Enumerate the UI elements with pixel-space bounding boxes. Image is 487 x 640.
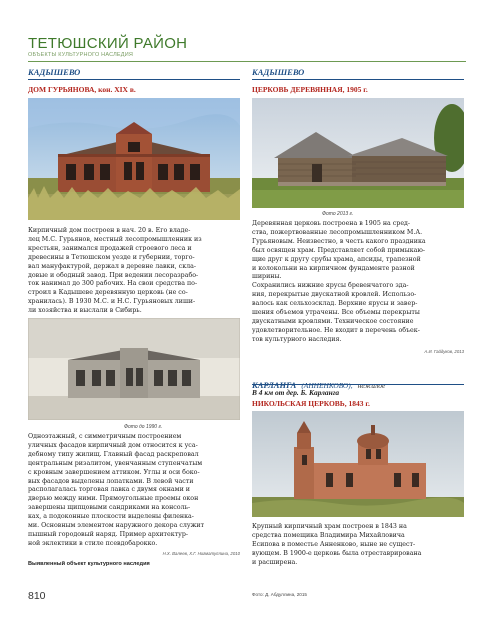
header-divider: [28, 61, 466, 62]
left-body-paragraph-1: [28, 227, 240, 316]
left-photo-caption: Фото до 1990 г.: [124, 424, 163, 430]
text-line: ства, пожертвованные лесопромышленником М.А.: [252, 228, 423, 236]
text-line: щие друг к другу срубы храма, апсиды, трапезной: [252, 255, 421, 263]
photo-credit: Фото: Д. Абдуллина, 2015: [252, 592, 307, 597]
text-line: ток нанимал до 300 рабочих. На свои средства по-: [28, 280, 198, 288]
text-line: вал мануфактурой, держал в деревне лавки, скла-: [28, 262, 197, 270]
text-line: Одноэтажный, с симметричным построением: [28, 433, 182, 440]
text-line: Крупный кирпичный храм построен в 1843 на: [252, 523, 407, 530]
text-line: ния, перекрытые двускатной кровлей. Использо-: [252, 291, 417, 299]
text-line: Гурьяновым. Неизвестно, в честь какого праздника: [252, 237, 426, 245]
left-section-rule: [28, 79, 240, 80]
text-line: Есипова в поместье Анненково, ныне не сущест-: [252, 540, 416, 548]
text-line: ках, а подоконные плоскости выделены филенка-: [28, 513, 194, 521]
text-line: довые и ободный завод. При ведении лесоразрабо-: [28, 271, 199, 279]
text-line: был освящен храм. Представляет собой примыкаю-: [252, 246, 426, 254]
text-line: располагалась торговая лавка с двумя окнами и: [28, 486, 190, 494]
text-line: валось как сельхозсклад. Верхние ярусы и завер-: [252, 300, 418, 308]
text-line: вующем. В 1900-е церковь была отреставрирована: [252, 549, 422, 557]
karlanga-status: нежилое: [357, 381, 386, 390]
archival-house-photo: [28, 318, 240, 420]
page-number: 810: [28, 590, 46, 602]
text-line: средства помещика Владимира Михайловича: [252, 531, 405, 539]
text-line: хранилась). В 1930 М.С. и Н.С. Гурьяновых лиши-: [28, 298, 196, 306]
karlanga-alt-name: (АННЕНКОВО),: [301, 381, 353, 390]
right-headline: ЦЕРКОВЬ ДЕРЕВЯННАЯ, 1905 г.: [252, 85, 368, 94]
karlanga-section-rule: [252, 384, 464, 385]
right-author-credit: А.И. Гайдуков, 2013: [424, 349, 464, 354]
karlanga-headline: НИКОЛЬСКАЯ ЦЕРКОВЬ, 1843 г.: [252, 399, 370, 408]
text-line: древесины в Тетюшском уезде и губернии, торго-: [28, 253, 195, 261]
text-line: удовлетворительное. Не входит в перечень объек-: [252, 326, 420, 334]
text-line: Сохранились нижние ярусы бревенчатого зда-: [252, 282, 409, 290]
gurianov-house-photo: [28, 98, 240, 220]
text-line: крестьян, занимался продажей строевого леса и: [28, 244, 192, 252]
left-body-paragraph-2: [28, 433, 240, 549]
text-line: дебному типу жилищ. Главный фасад раскреповал: [28, 450, 199, 458]
right-body-paragraph-2: [252, 523, 464, 568]
heritage-status: Выявленный объект культурного наследия: [28, 561, 150, 567]
text-line: строил в Кадышеве деревянную церковь (не со-: [28, 289, 188, 297]
text-line: двускатными кровлями. Техническое состояние: [252, 317, 414, 325]
right-body-paragraph-1: [252, 220, 464, 345]
text-line: центральным ризалитом, увенчанным ступенчатым: [28, 459, 203, 467]
text-line: тов культурного наследия.: [252, 335, 342, 343]
text-line: ли хозяйства и выслали в Сибирь.: [28, 307, 142, 315]
text-line: и колокольни на кирпичном фундаменте разной: [252, 264, 415, 272]
text-line: ми. Основным элементом наружного декора служит: [28, 522, 205, 530]
wooden-church-photo: [252, 98, 464, 208]
text-line: завершены щипцовыми сандриками на консоль-: [28, 504, 191, 512]
nikolskaya-church-photo: [252, 411, 464, 517]
text-line: пышный городовый наряд. Пример архитектур-: [28, 530, 189, 538]
text-line: и расширена.: [252, 558, 298, 566]
section-header-title: ТЕТЮШСКИЙ РАЙОН: [28, 35, 188, 52]
left-author-credit: Н.Х. Валеев, Х.Г. Нигматуллина, 2010: [162, 551, 240, 556]
text-line: уличных фасадов кирпичный дом относится к уса-: [28, 441, 198, 449]
left-headline: ДОМ ГУРЬЯНОВА, кон. XIX в.: [28, 85, 136, 94]
text-line: с кровным завершением аттиком. Углы и оси боко-: [28, 468, 200, 476]
text-line: ной эклектики в стиле псевдобарокко.: [28, 539, 158, 547]
left-section-title: КАДЫШЕВО: [28, 67, 81, 77]
text-line: шения объемов утрачены. Все объемы перекрыты: [252, 309, 420, 317]
text-line: Кирпичный дом построен в нач. 20 в. Его владе-: [28, 227, 191, 234]
text-line: вых фасадов выделены лопатками. В левой части: [28, 477, 194, 485]
text-line: Деревянная церковь построена в 1905 на сред-: [252, 220, 411, 227]
section-header-subtitle: ОБЪЕКТЫ КУЛЬТУРНОГО НАСЛЕДИЯ: [28, 52, 134, 58]
text-line: ширины.: [252, 273, 282, 281]
right-photo-caption: Фото 2013 г.: [322, 211, 354, 217]
karlanga-location: В 4 км от дер. Б. Карланга: [252, 388, 340, 397]
right-section-rule: [252, 79, 464, 80]
karlanga-name: КАРЛАНГА: [252, 380, 297, 390]
text-line: лец М.С. Гурьянов, местный лесопромышленник из: [28, 235, 202, 243]
text-line: дверью между ними. Прямоугольные проемы окон: [28, 495, 199, 503]
right-section-title: КАДЫШЕВО: [252, 67, 305, 77]
